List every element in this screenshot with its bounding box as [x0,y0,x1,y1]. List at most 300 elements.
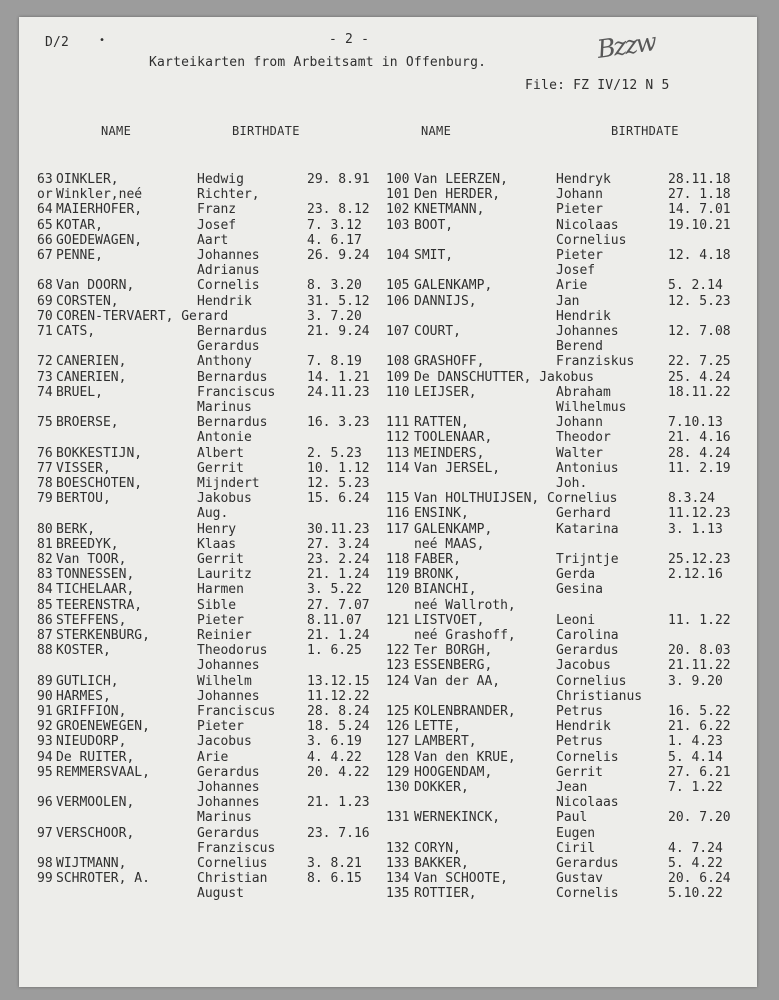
record-row [386,780,751,795]
record-row [37,567,397,582]
record-given-name: Josef [197,217,237,233]
record-row [386,202,751,217]
record-row [386,187,751,202]
record-surname: OINKLER, [56,172,119,187]
record-row [386,522,751,537]
record-row [386,841,751,856]
record-birthdate: 25. 4.24 [668,369,731,385]
record-number: 93 [37,734,53,750]
record-given-name: Franciscus [197,384,276,400]
record-row [386,567,751,582]
record-given-name: Gerrit [556,764,603,780]
record-number: 126 [386,719,410,735]
record-number: 108 [386,354,410,370]
record-birthdate: 21. 1.23 [307,795,370,811]
record-given-name: Mijndert [197,476,260,491]
record-birthdate: 27. 3.24 [307,536,370,552]
record-birthdate: 30.11.23 [307,521,370,537]
record-number: 80 [37,521,53,537]
record-given-name: Gesina [556,582,603,598]
record-number: 98 [37,856,53,871]
record-given-name: Jakobus [197,491,252,507]
record-given-name: Cornelius [197,856,268,871]
record-given-name: Marinus [197,810,252,826]
record-given-name: Reinier [197,628,252,643]
record-row [37,780,397,795]
record-given-name: Hendrik [556,308,611,324]
record-birthdate: 20. 6.24 [668,871,731,887]
record-birthdate: 12. 7.08 [668,324,731,339]
record-surname: VERMOOLEN, [56,795,135,811]
record-surname: VISSER, [56,460,111,476]
record-number: 106 [386,293,410,309]
record-birthdate: 3. 1.13 [668,521,723,537]
record-row [386,886,751,901]
record-row [37,750,397,765]
record-birthdate: 1. 4.23 [668,734,723,750]
record-birthdate: 13.12.15 [307,673,370,689]
record-surname: LISTVOET, [414,612,485,628]
record-number: 113 [386,445,410,461]
record-surname: Van den KRUE, [414,749,516,765]
record-given-name: Jean [556,780,588,795]
record-row [386,582,751,597]
record-row [386,385,751,400]
record-number: 65 [37,217,53,233]
record-given-name: Hendryk [556,172,611,187]
record-birthdate: 7. 3.12 [307,217,362,233]
record-birthdate: 16. 3.23 [307,415,370,431]
record-row [37,324,397,339]
record-number: 92 [37,719,53,735]
record-surname: Van SCHOOTE, [414,871,508,887]
record-number: 100 [386,172,410,187]
record-surname: COREN-TERVAERT, Gerard [56,308,229,324]
record-surname: BERTOU, [56,491,111,507]
record-row [386,461,751,476]
record-birthdate: 2.12.16 [668,567,723,583]
record-given-name: Hendrik [197,293,252,309]
record-row [37,765,397,780]
record-surname: GRASHOFF, [414,354,485,370]
record-surname: Van LEERZEN, [414,172,508,187]
record-number: 96 [37,795,53,811]
record-row [37,461,397,476]
record-given-name: Gerardus [197,339,260,355]
record-row [37,628,397,643]
record-number: 111 [386,415,410,431]
record-number: 66 [37,232,53,248]
record-surname: ROTTIER, [414,886,477,902]
record-row [37,278,397,293]
record-birthdate: 3. 8.21 [307,856,362,871]
record-birthdate: 8.3.24 [668,491,715,507]
record-given-name: Pieter [197,719,244,735]
record-given-name: Antonius [556,460,619,476]
record-given-name: Cornelius [556,673,627,689]
record-number: 82 [37,552,53,567]
document-page [19,17,757,987]
record-row [37,187,397,202]
record-surname: BRONK, [414,567,461,583]
record-row [37,613,397,628]
record-row [37,233,397,248]
record-birthdate: 12. 4.18 [668,248,731,263]
record-birthdate: 3. 6.19 [307,734,362,750]
record-birthdate: 23. 2.24 [307,552,370,567]
record-given-name: Wilhelm [197,673,252,689]
record-given-name: Franziscus [197,840,276,856]
record-surname: BROERSE, [56,415,119,431]
record-surname: Van DOORN, [56,278,135,294]
record-row [386,643,751,658]
record-given-name: Gerda [556,567,596,583]
record-birthdate: 28. 4.24 [668,445,731,461]
record-number: 121 [386,612,410,628]
record-number: 99 [37,871,53,887]
record-given-name: Pieter [556,248,603,263]
record-surname: RATTEN, [414,415,469,431]
record-birthdate: 3. 5.22 [307,582,362,598]
record-number: 72 [37,354,53,370]
record-number: 119 [386,567,410,583]
record-row [37,248,397,263]
record-row [386,689,751,704]
record-row [386,446,751,461]
record-surname: KNETMANN, [414,202,485,218]
record-row [386,476,751,491]
record-birthdate: 7. 8.19 [307,354,362,370]
record-birthdate: 24.11.23 [307,384,370,400]
record-birthdate: 3. 9.20 [668,673,723,689]
record-given-name: Cornelis [556,749,619,765]
record-surname: WIJTMANN, [56,856,127,871]
record-given-name: Berend [556,339,603,355]
record-surname: neé Wallroth, [414,597,516,613]
record-number: 123 [386,658,410,674]
record-birthdate: 4. 4.22 [307,749,362,765]
record-given-name: Theodorus [197,643,268,659]
record-number: 131 [386,810,410,826]
record-row [386,491,751,506]
record-surname: neé MAAS, [414,536,485,552]
record-surname: DANNIJS, [414,293,477,309]
record-birthdate: 11.12.22 [307,688,370,704]
record-row [386,278,751,293]
record-given-name: Antonie [197,430,252,446]
record-number: 83 [37,567,53,583]
record-surname: CANERIEN, [56,369,127,385]
record-birthdate: 15. 6.24 [307,491,370,507]
record-given-name: Klaas [197,536,237,552]
record-number: 76 [37,445,53,461]
record-number: 97 [37,825,53,841]
record-given-name: Harmen [197,582,244,598]
record-given-name: Albert [197,445,244,461]
record-row [386,430,751,445]
record-row [37,582,397,597]
record-row [37,719,397,734]
document-ref: D/2 [45,35,70,50]
record-surname: WERNEKINCK, [414,810,501,826]
record-surname: PENNE, [56,248,103,263]
record-number: 81 [37,536,53,552]
record-given-name: Jacobus [197,734,252,750]
record-row [386,628,751,643]
record-number: 118 [386,552,410,567]
record-number: 85 [37,597,53,613]
file-reference: File: FZ IV/12 N 5 [525,78,670,93]
record-birthdate: 5.10.22 [668,886,723,902]
record-given-name: Aart [197,232,229,248]
record-given-name: Bernardus [197,415,268,431]
record-number: 116 [386,506,410,522]
record-surname: TONNESSEN, [56,567,135,583]
record-birthdate: 8. 6.15 [307,871,362,887]
record-given-name: Wilhelmus [556,400,627,415]
record-number: 130 [386,780,410,795]
document-title: Karteikarten from Arbeitsamt in Offenburg. [149,55,487,70]
record-row [386,613,751,628]
record-given-name: Bernardus [197,324,268,339]
record-number: 78 [37,476,53,491]
record-number: 104 [386,248,410,263]
record-surname: Ter BORGH, [414,643,493,659]
record-birthdate: 4. 7.24 [668,840,723,856]
record-row [37,263,397,278]
record-number: 84 [37,582,53,598]
record-surname: TEERENSTRA, [56,597,143,613]
record-birthdate: 11. 2.19 [668,460,731,476]
handwritten-signature: Bzzw [595,27,657,64]
record-row [37,415,397,430]
record-given-name: Richter, [197,187,260,203]
record-row [37,658,397,673]
record-given-name: Johannes [197,658,260,674]
record-given-name: Cornelis [197,278,260,294]
record-given-name: Walter [556,445,603,461]
record-surname: BIANCHI, [414,582,477,598]
record-number: 127 [386,734,410,750]
record-surname: GALENKAMP, [414,521,493,537]
record-given-name: Nicolaas [556,217,619,233]
record-row [386,324,751,339]
record-number: 90 [37,688,53,704]
record-surname: KOLENBRANDER, [414,704,516,719]
record-surname: MAIERHOFER, [56,202,143,218]
record-birthdate: 23. 7.16 [307,825,370,841]
record-birthdate: 14. 1.21 [307,369,370,385]
record-given-name: Jan [556,293,580,309]
record-number: 115 [386,491,410,507]
record-number: 88 [37,643,53,659]
record-given-name: Adrianus [197,263,260,279]
record-number: 73 [37,369,53,385]
record-birthdate: 19.10.21 [668,217,731,233]
record-given-name: Josef [556,263,596,279]
record-number: 117 [386,521,410,537]
record-surname: Den HERDER, [414,187,501,203]
record-given-name: Eugen [556,825,596,841]
record-given-name: Lauritz [197,567,252,583]
record-row [37,537,397,552]
record-number: 128 [386,749,410,765]
record-row [386,658,751,673]
record-birthdate: 21. 6.22 [668,719,731,735]
record-birthdate: 5. 4.22 [668,856,723,871]
record-given-name: Johannes [556,324,619,339]
record-birthdate: 21.11.22 [668,658,731,674]
left-name-header: NAME [101,124,132,138]
record-surname: GROENEWEGEN, [56,719,150,735]
record-given-name: Joh. [556,476,588,491]
record-surname: De RUITER, [56,749,135,765]
record-row [37,400,397,415]
record-surname: LETTE, [414,719,461,735]
record-given-name: Gerardus [556,856,619,871]
record-given-name: Arie [197,749,229,765]
record-row [386,871,751,886]
record-row [386,537,751,552]
record-surname: GUTLICH, [56,673,119,689]
record-given-name: August [197,886,244,902]
record-number: 114 [386,460,410,476]
record-given-name: Ciril [556,840,596,856]
record-number: 102 [386,202,410,218]
record-given-name: Petrus [556,704,603,719]
record-surname: Van JERSEL, [414,460,501,476]
record-birthdate: 10. 1.12 [307,460,370,476]
record-row [386,506,751,521]
record-number: 109 [386,369,410,385]
record-given-name: Pieter [556,202,603,218]
record-birthdate: 21. 4.16 [668,430,731,446]
record-number: 125 [386,704,410,719]
record-row [386,172,751,187]
record-row [37,856,397,871]
record-surname: STERKENBURG, [56,628,150,643]
record-row [37,795,397,810]
record-birthdate: 11. 1.22 [668,612,731,628]
record-given-name: Johann [556,415,603,431]
record-birthdate: 5. 2.14 [668,278,723,294]
record-row [386,750,751,765]
record-given-name: Leoni [556,612,596,628]
record-number: 103 [386,217,410,233]
record-birthdate: 28.11.18 [668,172,731,187]
record-given-name: Franziskus [556,354,635,370]
record-surname: ESSENBERG, [414,658,493,674]
record-surname: BRUEL, [56,384,103,400]
record-birthdate: 27. 6.21 [668,764,731,780]
record-birthdate: 4. 6.17 [307,232,362,248]
record-birthdate: 21. 1.24 [307,628,370,643]
record-number: 107 [386,324,410,339]
record-row [37,643,397,658]
record-surname: BOOT, [414,217,454,233]
record-birthdate: 12. 5.23 [668,293,731,309]
record-birthdate: 22. 7.25 [668,354,731,370]
record-given-name: Katarina [556,521,619,537]
record-surname: De DANSCHUTTER, Jakobus [414,369,595,385]
record-number: 64 [37,202,53,218]
record-birthdate: 23. 8.12 [307,202,370,218]
record-row [386,765,751,780]
record-given-name: Johannes [197,795,260,811]
record-row [37,689,397,704]
record-number: 110 [386,384,410,400]
record-number: 101 [386,187,410,203]
record-surname: LEIJSER, [414,384,477,400]
record-row [386,552,751,567]
record-surname: GALENKAMP, [414,278,493,294]
record-given-name: Jacobus [556,658,611,674]
record-surname: Van HOLTHUIJSEN, Cornelius [414,491,618,507]
record-given-name: Cornelis [556,886,619,902]
record-number: 124 [386,673,410,689]
record-given-name: Johannes [197,688,260,704]
record-surname: FABER, [414,552,461,567]
record-surname: BOKKESTIJN, [56,445,143,461]
record-number: 63 [37,172,53,187]
record-surname: KOSTER, [56,643,111,659]
record-surname: STEFFENS, [56,612,127,628]
record-number: 68 [37,278,53,294]
record-surname: BERK, [56,521,96,537]
record-surname: VERSCHOOR, [56,825,135,841]
record-surname: CANERIEN, [56,354,127,370]
record-number: 75 [37,415,53,431]
record-birthdate: 29. 8.91 [307,172,370,187]
record-given-name: Cornelius [556,232,627,248]
record-row [37,218,397,233]
record-given-name: Johannes [197,780,260,795]
record-surname: TICHELAAR, [56,582,135,598]
record-row [37,841,397,856]
record-given-name: Gerhard [556,506,611,522]
record-birthdate: 18. 5.24 [307,719,370,735]
record-given-name: Anthony [197,354,252,370]
record-given-name: Gerrit [197,552,244,567]
record-row [37,886,397,901]
record-given-name: Arie [556,278,588,294]
record-row [386,400,751,415]
record-number: 94 [37,749,53,765]
record-birthdate: 26. 9.24 [307,248,370,263]
record-row [386,233,751,248]
record-birthdate: 28. 8.24 [307,704,370,719]
record-birthdate: 27. 1.18 [668,187,731,203]
record-birthdate: 2. 5.23 [307,445,362,461]
record-surname: CORSTEN, [56,293,119,309]
record-birthdate: 14. 7.01 [668,202,731,218]
record-surname: ENSINK, [414,506,469,522]
record-row [37,202,397,217]
record-row [37,491,397,506]
record-surname: NIEUDORP, [56,734,127,750]
record-given-name: Bernardus [197,369,268,385]
record-number: 91 [37,704,53,719]
record-row [37,430,397,445]
record-number: 86 [37,612,53,628]
record-surname: REMMERSVAAL, [56,764,150,780]
record-surname: KOTAR, [56,217,103,233]
record-row [386,856,751,871]
record-surname: BREEDYK, [56,536,119,552]
record-surname: SCHROTER, A. [56,871,150,887]
record-surname: TOOLENAAR, [414,430,493,446]
record-row [37,674,397,689]
